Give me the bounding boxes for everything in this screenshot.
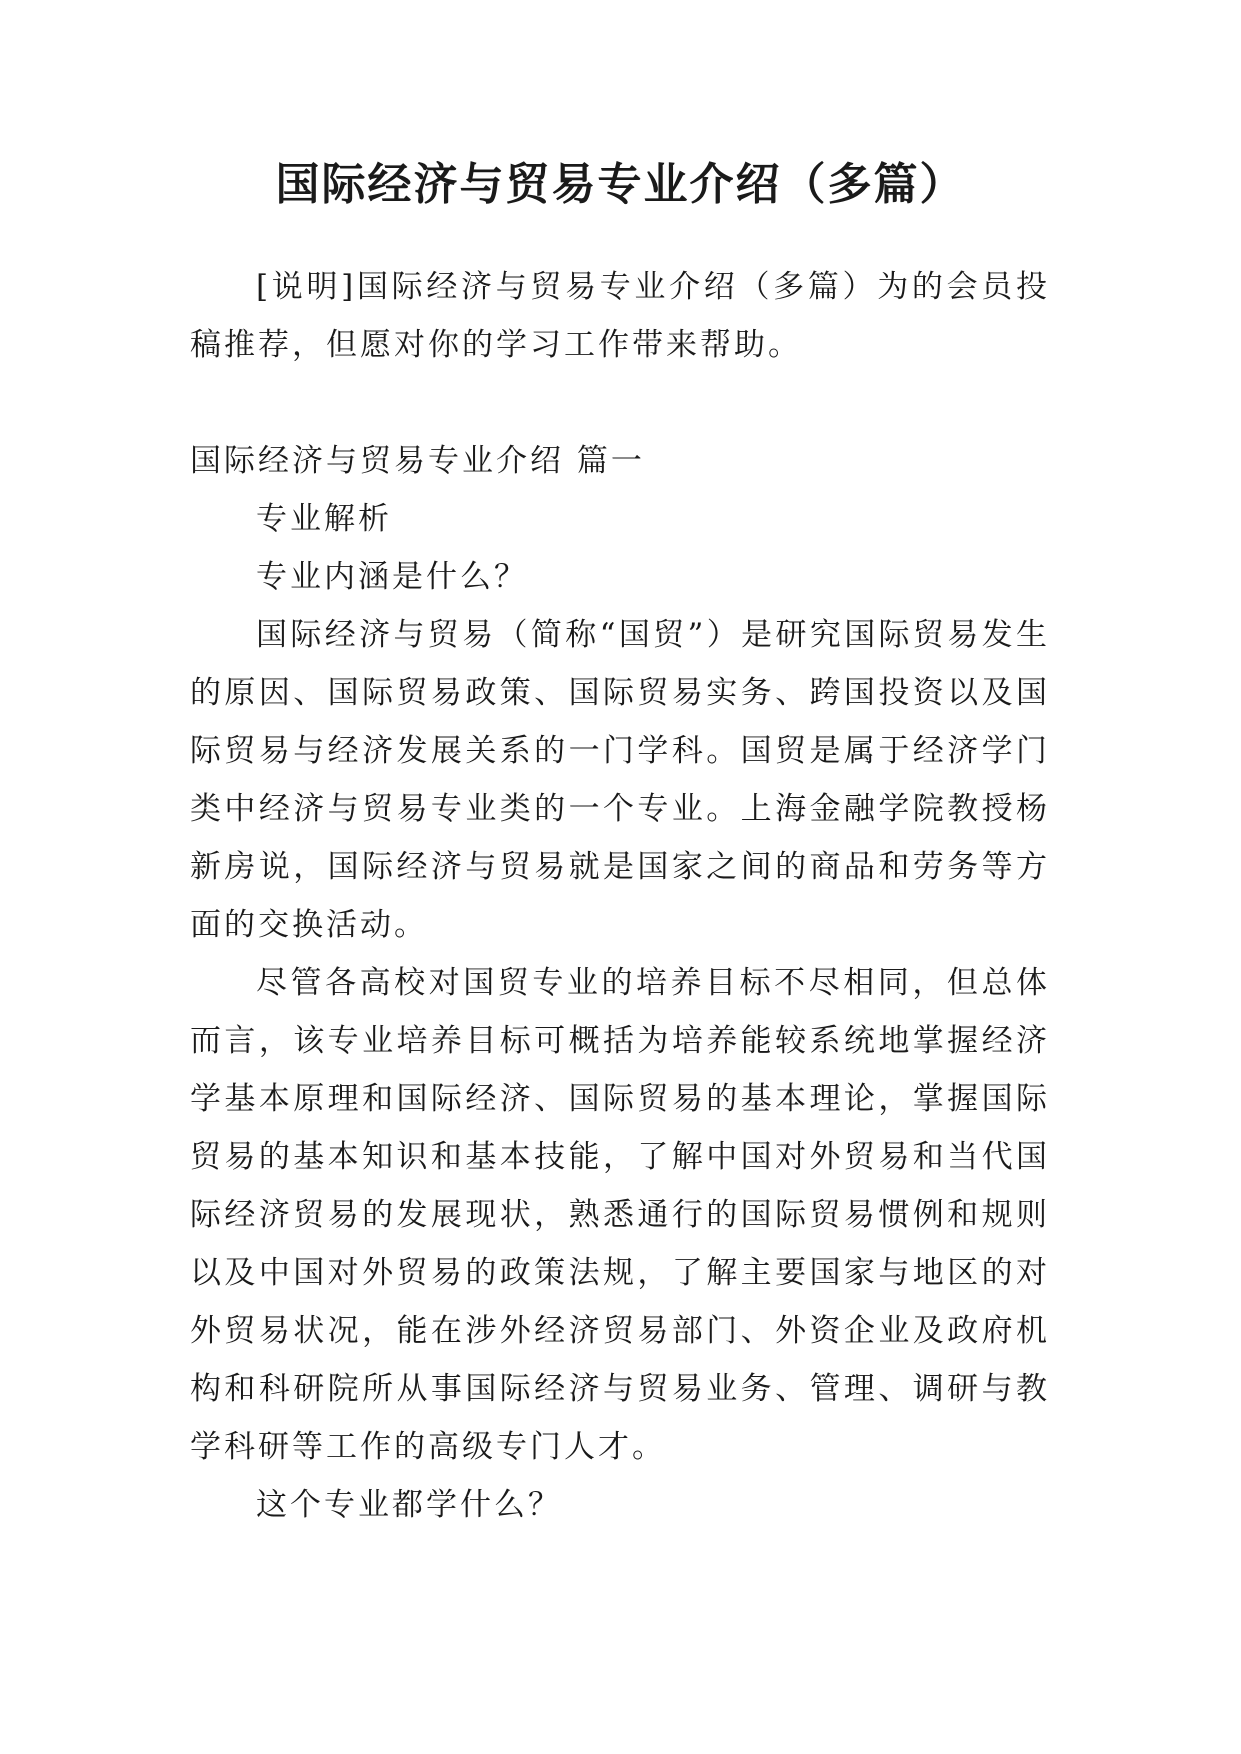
section-heading: 国际经济与贸易专业介绍 篇一 [190,443,645,479]
document-body [190,258,1050,1534]
subheading-connotation: 专业内涵是什么？ [256,559,528,595]
subheading-major-analysis: 专业解析 [256,501,392,537]
body-paragraph-1: 国际经济与贸易（简称“国贸”）是研究国际贸易发生的原因、国际贸易政策、国际贸易实务、跨国投资以及国际贸易与经济发展关系的一门学科。国贸是属于经济学门类中经济与贸易专业类的一个专业。上海金融学院教授杨新房说，国际经济与贸易就是国家之间的商品和劳务等方面的交换活动。 [190,617,1050,943]
subheading-what-to-study: 这个专业都学什么？ [256,1487,562,1523]
intro-paragraph: [说明]国际经济与贸易专业介绍（多篇）为的会员投稿推荐，但愿对你的学习工作带来帮助。 [190,269,1050,363]
document-title: 国际经济与贸易专业介绍（多篇） [275,159,966,210]
spacer [190,374,1050,432]
body-paragraph-2: 尽管各高校对国贸专业的培养目标不尽相同，但总体而言，该专业培养目标可概括为培养能较系统地掌握经济学基本原理和国际经济、国际贸易的基本理论，掌握国际贸易的基本知识和基本技能，了解中国对外贸易和当代国际经济贸易的发展现状，熟悉通行的国际贸易惯例和规则以及中国对外贸易的政策法规，了解主要国家与地区的对外贸易状况，能在涉外经济贸易部门、外资企业及政府机构和科研院所从事国际经济与贸易业务、管理、调研与教学科研等工作的高级专门人才。 [190,965,1050,1465]
